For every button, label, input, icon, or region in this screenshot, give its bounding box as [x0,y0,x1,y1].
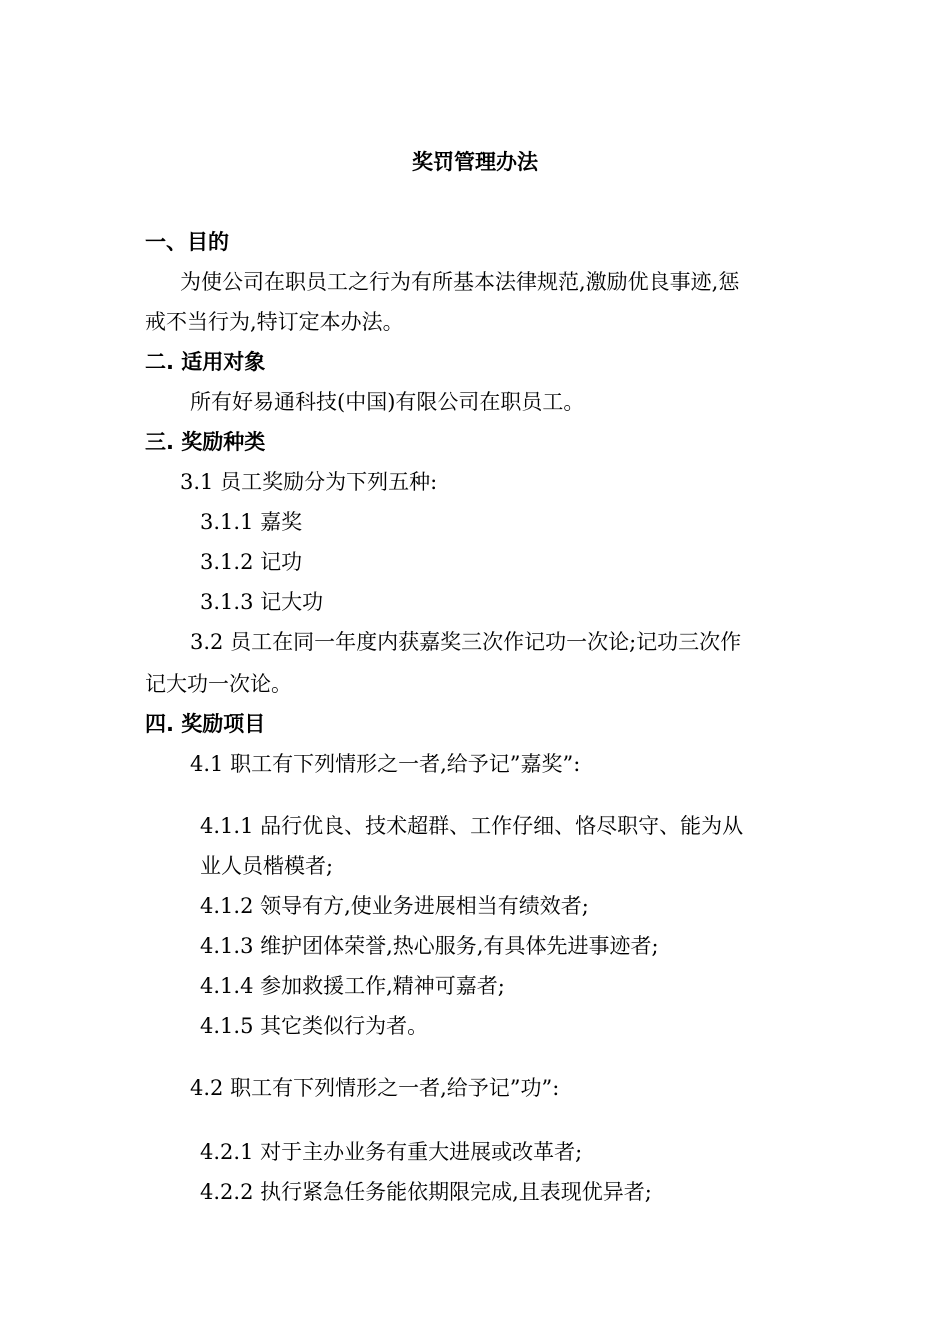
list-item: 4.2.2 执行紧急任务能依期限完成,且表现优异者; [200,1180,652,1204]
list-item: 3.1 员工奖励分为下列五种: [180,470,438,494]
section-heading-reward-types: 三. 奖励种类 [145,430,266,454]
list-item: 3.2 员工在同一年度内获嘉奖三次作记功一次论;记功三次作 [190,630,742,654]
section-heading-scope: 二. 适用对象 [145,350,266,374]
paragraph-line: 戒不当行为,特订定本办法。 [145,310,404,334]
paragraph-line: 为使公司在职员工之行为有所基本法律规范,激励优良事迹,惩 [180,270,740,294]
list-item: 4.2 职工有下列情形之一者,给予记”功”: [190,1076,560,1100]
list-item: 4.1.1 品行优良、技术超群、工作仔细、恪尽职守、能为从 [200,814,744,838]
section-heading-purpose: 一、目的 [145,230,229,254]
list-item: 3.1.3 记大功 [200,590,324,614]
list-item: 4.1.3 维护团体荣誉,热心服务,有具体先进事迹者; [200,934,659,958]
list-item: 业人员楷模者; [200,854,334,878]
list-item: 4.2.1 对于主办业务有重大进展或改革者; [200,1140,583,1164]
list-item: 3.1.2 记功 [200,550,303,574]
list-item: 4.1 职工有下列情形之一者,给予记”嘉奖”: [190,752,581,776]
list-item: 记大功一次论。 [145,672,292,696]
paragraph-line: 所有好易通科技(中国)有限公司在职员工。 [190,390,585,414]
list-item: 4.1.2 领导有方,使业务进展相当有绩效者; [200,894,589,918]
list-item: 3.1.1 嘉奖 [200,510,303,534]
document-title: 奖罚管理办法 [412,150,538,174]
list-item: 4.1.5 其它类似行为者。 [200,1014,429,1038]
section-heading-reward-items: 四. 奖励项目 [145,712,266,736]
list-item: 4.1.4 参加救援工作,精神可嘉者; [200,974,505,998]
